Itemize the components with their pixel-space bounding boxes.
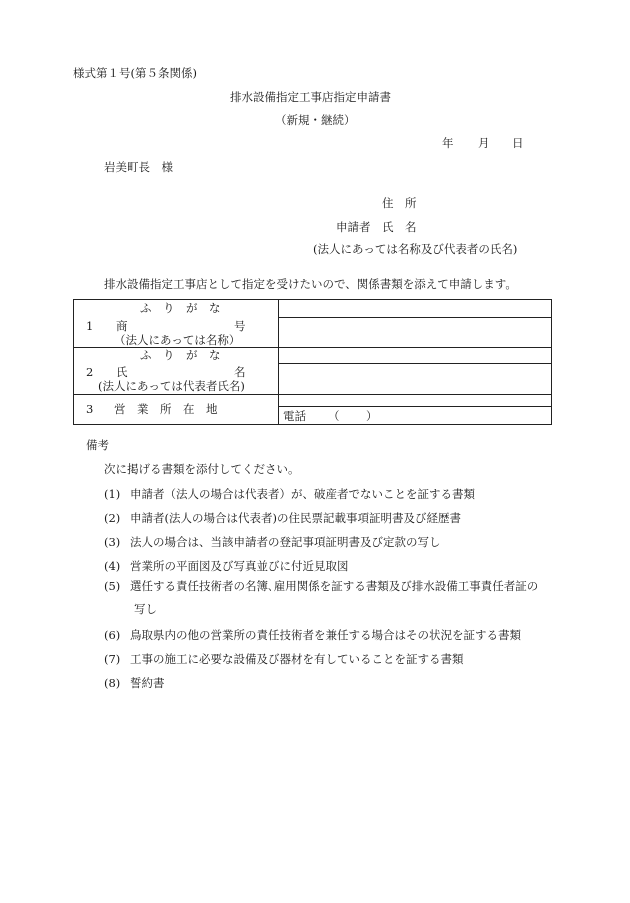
addressee: 岩美町長 様 bbox=[104, 160, 173, 174]
application-table bbox=[73, 299, 552, 425]
remark-item-1 bbox=[104, 489, 475, 501]
remark-item-4 bbox=[104, 561, 349, 573]
row-divider-2 bbox=[74, 394, 551, 395]
remarks-instruction: 次に掲げる書類を添付してください。 bbox=[104, 462, 300, 476]
remark-text: 申請者(法人の場合は代表者)の住民票記載事項証明書及び経歴書 bbox=[130, 511, 461, 525]
remark-item-3 bbox=[104, 537, 441, 549]
remark-item-5 bbox=[104, 581, 538, 593]
trade-name-label-left: 商 bbox=[116, 319, 128, 333]
name-label-left: 氏 bbox=[116, 365, 128, 379]
remarks-heading: 備考 bbox=[86, 438, 109, 452]
intro-text: 排水設備指定工事店として指定を受けたいので、関係書類を添えて申請します。 bbox=[104, 277, 517, 291]
office-address-line bbox=[278, 406, 551, 407]
remark-number: (1) bbox=[104, 487, 121, 501]
name-furigana-line bbox=[278, 363, 551, 364]
remark-text: 鳥取県内の他の営業所の責任技術者を兼任する場合はその状況を証する書類 bbox=[130, 628, 521, 642]
date-day: 日 bbox=[512, 136, 524, 150]
trade-name-furigana-label: ふ り が な bbox=[140, 301, 221, 315]
trade-name-furigana-line bbox=[278, 317, 551, 318]
name-furigana-label: ふ り が な bbox=[140, 348, 221, 362]
name-label-right: 名 bbox=[234, 365, 246, 379]
remark-item-5-continuation: 写し bbox=[134, 602, 157, 616]
remark-number: (7) bbox=[104, 652, 121, 666]
corporate-note: (法人にあっては名称及び代表者の氏名) bbox=[313, 242, 518, 256]
remark-item-2 bbox=[104, 513, 461, 525]
remark-number: (2) bbox=[104, 511, 121, 525]
trade-name-number: 1 bbox=[86, 319, 94, 333]
remark-item-6 bbox=[104, 630, 521, 642]
address-label: 住 所 bbox=[382, 196, 417, 210]
remark-item-7 bbox=[104, 654, 464, 666]
remark-text: 法人の場合は、当該申請者の登記事項証明書及び定款の写し bbox=[130, 535, 441, 549]
remark-number: (4) bbox=[104, 559, 121, 573]
remark-text: 申請者（法人の場合は代表者）が、破産者でないことを証する書類 bbox=[130, 487, 475, 501]
office-number: 3 bbox=[86, 402, 94, 416]
date-year: 年 bbox=[442, 136, 454, 150]
name-label: 氏 名 bbox=[382, 220, 417, 234]
remark-number: (3) bbox=[104, 535, 121, 549]
date-month: 月 bbox=[478, 136, 490, 150]
phone-paren-close: ） bbox=[366, 409, 378, 423]
phone-paren-open: （ bbox=[328, 409, 340, 423]
remark-number: (8) bbox=[104, 676, 121, 690]
remark-text: 誓約書 bbox=[130, 676, 165, 690]
applicant-label: 申請者 bbox=[336, 220, 371, 234]
remark-number: (5) bbox=[104, 579, 121, 593]
remark-item-8 bbox=[104, 678, 165, 690]
remark-text: 選任する責任技術者の名簿､雇用関係を証する書類及び排水設備工事責任者証の bbox=[130, 579, 539, 593]
remark-number: (6) bbox=[104, 628, 121, 642]
phone-label: 電話 bbox=[283, 409, 306, 423]
name-note: (法人にあっては代表者氏名) bbox=[98, 379, 245, 393]
form-number: 様式第１号(第５条関係) bbox=[73, 66, 197, 80]
office-address-label: 営 業 所 在 地 bbox=[114, 402, 218, 416]
trade-name-note: （法人にあっては名称） bbox=[114, 333, 241, 347]
name-number: 2 bbox=[86, 365, 94, 379]
trade-name-label-right: 号 bbox=[234, 319, 246, 333]
remark-text: 工事の施工に必要な設備及び器材を有していることを証する書類 bbox=[130, 652, 464, 666]
remark-text: 営業所の平面図及び写真並びに付近見取図 bbox=[130, 559, 349, 573]
form-title: 排水設備指定工事店指定申請書 bbox=[230, 90, 391, 104]
form-subtitle: （新規・継続） bbox=[275, 113, 356, 127]
